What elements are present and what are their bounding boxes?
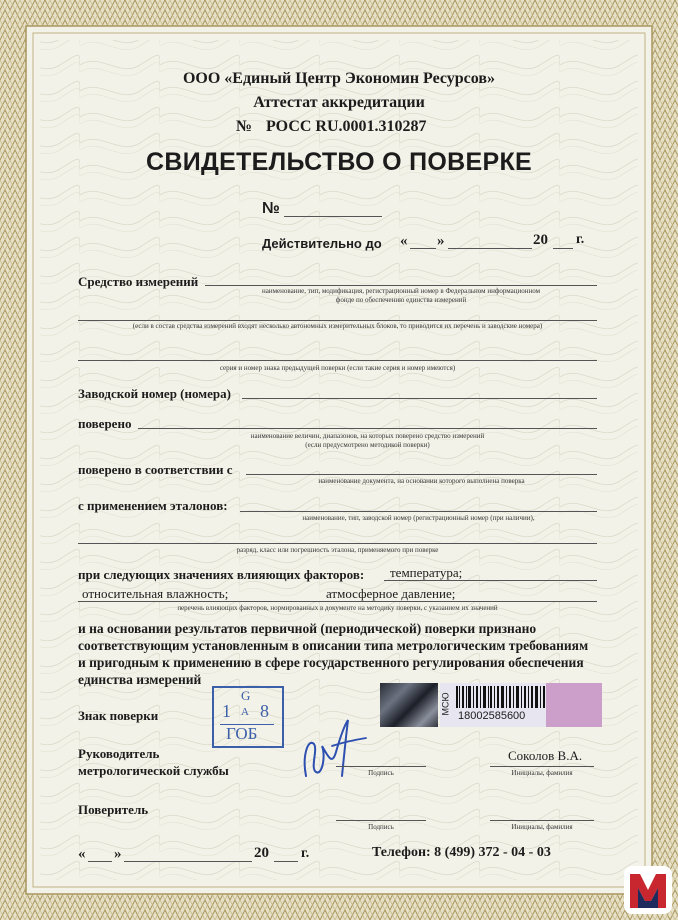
mark-label: Знак поверки — [78, 708, 159, 723]
footer-close-quote: » — [114, 846, 122, 862]
standards-line-2 — [78, 543, 597, 544]
sticker-color-strip — [546, 683, 602, 727]
stamp-top: G — [241, 688, 251, 703]
brand-logo — [624, 866, 672, 914]
head-name-line — [490, 766, 594, 767]
prev-mark-line — [78, 360, 597, 361]
stamp-bottom: ГОБ — [226, 724, 258, 743]
head-label-2: метрологической службы — [78, 763, 229, 778]
footer-day-line — [88, 861, 112, 862]
instrument-label: Средство измерений — [78, 274, 199, 289]
verifier-name-line — [490, 820, 594, 821]
instrument-line — [205, 285, 597, 286]
blocks-line — [78, 320, 597, 321]
factors-caption: перечень влияющих факторов, нормированных в документе на методику поверки, с указанием их значений — [177, 604, 498, 612]
stamp-left-digit: 1 — [222, 701, 231, 721]
conclusion-line-2: соответствующим установленным в описании типа метрологическим требованиям — [78, 638, 589, 653]
stamp-right-digit: 8 — [260, 701, 269, 721]
humidity-value: относительная влажность; — [82, 586, 229, 601]
cert-number-line — [284, 216, 382, 217]
hologram-sticker — [380, 683, 438, 727]
according-line — [246, 474, 597, 475]
contact-phone: Телефон: 8 (499) 372 - 04 - 03 — [372, 845, 551, 860]
pressure-value: атмосферное давление; — [326, 586, 456, 601]
footer-year-prefix: 20 — [254, 845, 269, 861]
standards-caption-1: наименование, тип, заводской номер (регистрационный номер (при наличии), — [302, 514, 535, 522]
accreditation-title: Аттестат аккредитации — [253, 94, 425, 111]
conclusion-line-4: единства измерений — [78, 672, 202, 687]
instrument-caption-1: наименование, тип, модификация, регистрационный номер в Федеральном информационном — [261, 287, 541, 295]
valid-day-line — [410, 248, 436, 249]
valid-year-line — [553, 248, 573, 249]
verifier-name-caption: Инициалы, фамилия — [511, 823, 573, 831]
footer-year-suffix: г. — [301, 846, 310, 861]
footer-year-line — [274, 861, 298, 862]
valid-year-suffix: г. — [576, 232, 585, 247]
valid-open-quote: « — [400, 233, 408, 249]
factors-label: при следующих значениях влияющих факторов: — [78, 567, 365, 582]
stamp-middle-letter: А — [241, 706, 249, 718]
valid-year-prefix: 20 — [533, 232, 548, 248]
verified-line — [138, 428, 597, 429]
sticker-code: МСЮ — [440, 692, 451, 716]
valid-month-line — [448, 248, 532, 249]
serial-line — [242, 398, 597, 399]
standards-caption-2: разряд, класс или погрешность эталона, применяемого при поверке — [236, 546, 439, 554]
according-caption: наименование документа, на основании которого выполнена поверка — [318, 477, 525, 485]
accreditation-number: РОСС RU.0001.310287 — [266, 118, 427, 135]
head-name: Соколов В.А. — [508, 748, 583, 763]
verified-caption-1: наименование величин, диапазонов, на которых поверено средство измерений — [250, 432, 485, 440]
head-name-caption: Инициалы, фамилия — [511, 769, 573, 777]
temperature-value: температура; — [390, 565, 463, 580]
instrument-caption-2: фонде по обеспечению единства измерений — [335, 296, 467, 304]
footer-month-line — [124, 861, 252, 862]
barcode-number: 18002585600 — [458, 710, 526, 722]
footer-open-quote: « — [78, 846, 86, 862]
according-label: поверено в соответствии с — [78, 462, 233, 477]
head-signature-caption: Подпись — [368, 769, 394, 777]
head-label-1: Руководитель — [78, 746, 160, 761]
prev-mark-caption: серия и номер знака предыдущей поверки (если такие серия и номер имеются) — [219, 364, 456, 372]
factors-line — [78, 601, 597, 602]
valid-close-quote: » — [437, 233, 445, 249]
verifier-signature-caption: Подпись — [368, 823, 394, 831]
verified-caption-2: (если предусмотрено методикой поверки) — [305, 441, 430, 449]
cert-number-label: № — [262, 200, 280, 217]
barcode — [456, 686, 552, 708]
valid-until-label: Действительно до — [262, 236, 382, 251]
verifier-signature-line — [336, 820, 426, 821]
standards-label: с применением эталонов: — [78, 498, 228, 513]
conclusion-line-3: и пригодным к применению в сфере государственного регулирования обеспечения — [78, 655, 584, 670]
verified-label: поверено — [78, 416, 132, 431]
organization-name: ООО «Единый Центр Экономин Ресурсов» — [182, 70, 496, 87]
conclusion-line-1: и на основании результатов первичной (периодической) поверки признано — [78, 621, 537, 636]
serial-label: Заводской номер (номера) — [78, 386, 231, 401]
document-title: СВИДЕТЕЛЬСТВО О ПОВЕРКЕ — [146, 148, 532, 176]
standards-line — [240, 511, 597, 512]
blocks-caption: (если в состав средства измерений входят несколько автономных измерительных блоков, то приводится их перечень и заводские номера) — [132, 322, 543, 330]
verifier-label: Поверитель — [78, 802, 149, 817]
accreditation-number-sign: № — [236, 118, 253, 135]
verification-stamp — [212, 686, 284, 748]
head-signature-line — [336, 766, 426, 767]
